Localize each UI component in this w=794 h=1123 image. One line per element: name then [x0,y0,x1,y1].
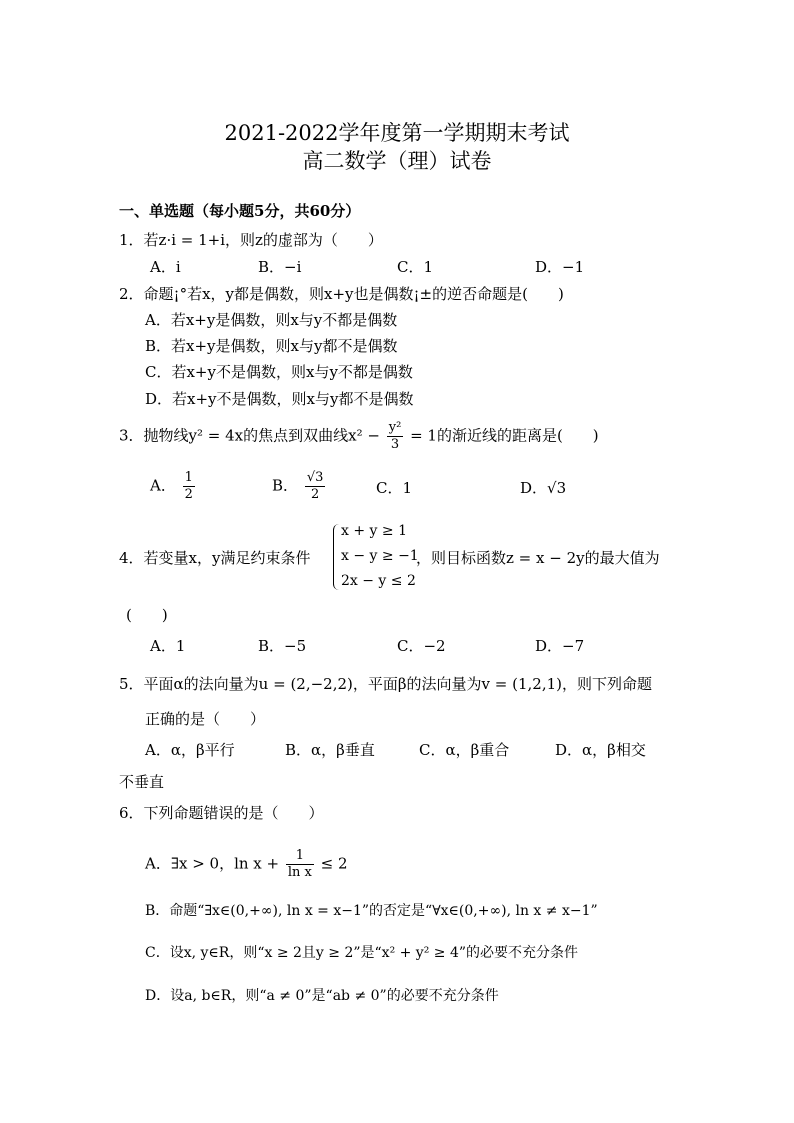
q3-fraction-num: y² [388,420,402,435]
q5-option-c: C．α，β重合 [419,741,510,759]
exam-title-line1: 2021-2022学年度第一学期期末考试 [224,121,570,145]
q1-option-c: C．1 [397,258,434,276]
q2-stem: 2．命题¡°若x，y都是偶数，则x+y也是偶数¡±的逆否命题是( ) [119,285,564,303]
q2-option-d: D．若x+y不是偶数，则x与y都不是偶数 [145,390,414,408]
q5-option-d: D．α，β相交 [555,741,646,759]
q5-option-a: A．α，β平行 [145,741,235,759]
q4-stem-pre: 4．若变量x，y满足约束条件 [119,549,311,567]
q1-option-b: B．−i [258,258,302,276]
q3-stem [119,420,599,453]
q6-option-d: D．设a, b∈R，则“a ≠ 0”是“ab ≠ 0”的必要不充分条件 [145,988,499,1004]
exam-title-line2: 高二数学（理）试卷 [302,149,492,173]
q5-stem: 5．平面α的法向量为u = (2,−2,2)，平面β的法向量为v = (1,2,1)，则下列命题 [119,675,653,693]
q5-stem-cont: 正确的是（ ） [145,710,266,728]
q4-option-c: C．−2 [397,637,446,655]
q6-option-c: C．设x, y∈R，则“x ≥ 2且y ≥ 2”是“x² + y² ≥ 4”的必要不充分条件 [145,945,579,961]
q4-answer-paren: ( ) [126,606,168,624]
q3-option-a-fraction [183,470,195,503]
q3-option-b [272,470,327,503]
q4-stem-post: ，则目标函数z = x − 2y的最大值为 [416,549,660,567]
q6-option-a [145,848,348,881]
q4-option-a: A．1 [150,637,186,655]
q3-option-b-den: 2 [310,487,320,502]
q3-option-b-label: B． [272,476,299,495]
q3-option-b-num: √3 [306,470,324,485]
q3-option-a-num: 1 [184,470,193,485]
q5-option-b: B．α，β垂直 [285,741,375,759]
q4-option-d: D．−7 [535,637,585,655]
q1-option-d: D．−1 [535,258,585,276]
q5-option-d-cont: 不垂直 [119,773,165,791]
section-heading: 一、单选题（每小题5分，共60分） [119,202,361,220]
q3-option-c: C．1 [376,479,413,497]
q6-stem: 6．下列命题错误的是（ ） [119,804,324,822]
q3-option-a [150,470,197,503]
q6-option-b: B．命题“∃x∈(0,+∞), ln x = x−1”的否定是“∀x∈(0,+∞), ln x ≠ x−1” [145,903,598,919]
q1-stem: 1．若z·i = 1+i，则z的虚部为（ ） [119,231,383,249]
q2-option-b: B．若x+y是偶数，则x与y都不是偶数 [145,337,398,355]
q6-option-a-pre: A．∃x > 0，ln x + [145,854,280,873]
q3-fraction-den: 3 [390,437,400,452]
q4-constraint-1: x + y ≥ 1 [341,523,407,539]
q4-constraint-brace [333,524,340,590]
q4-option-b: B．−5 [258,637,307,655]
q1-option-a: A．i [150,258,181,276]
q3-stem-post: = 1的渐近线的距离是( ) [410,426,599,445]
q6-option-a-fraction [286,848,314,881]
q3-fraction [387,420,404,453]
q6-option-a-post: ≤ 2 [320,854,348,873]
q2-option-a: A．若x+y是偶数，则x与y不都是偶数 [145,311,398,329]
q2-option-c: C．若x+y不是偶数，则x与y不都是偶数 [145,363,413,381]
q6-option-a-den: ln x [287,865,312,880]
q3-option-a-den: 2 [184,487,193,502]
q6-option-a-num: 1 [286,848,314,865]
q3-option-d: D．√3 [520,479,567,497]
q4-constraint-3: 2x − y ≤ 2 [341,573,416,589]
q3-option-a-label: A． [150,476,176,495]
q3-stem-pre: 3．抛物线y² = 4x的焦点到双曲线x² − [119,426,380,445]
q3-option-b-fraction [305,470,326,503]
q4-constraint-2: x − y ≥ −1 [341,548,419,564]
